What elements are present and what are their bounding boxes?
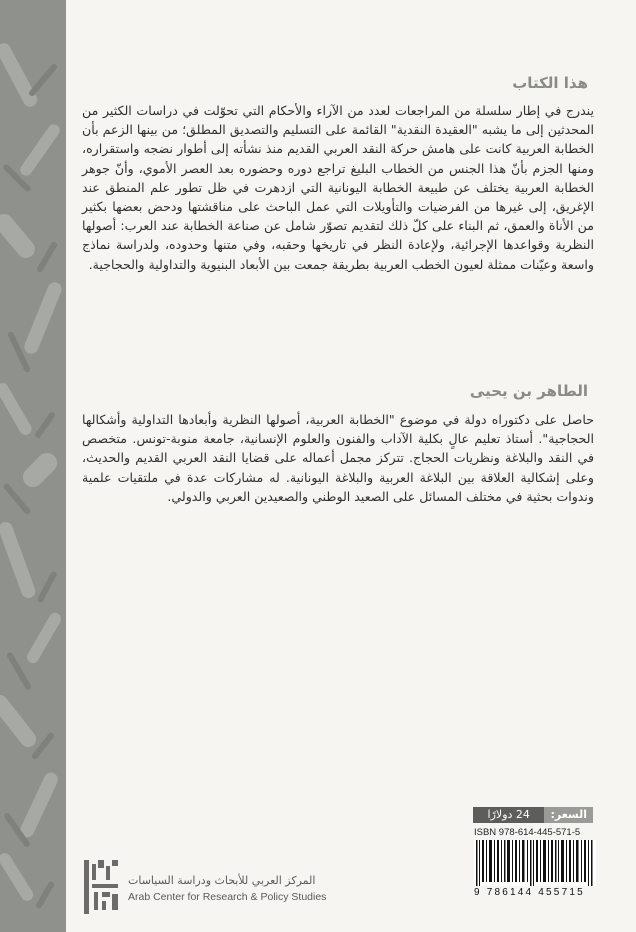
price-value: 24 دولارًا [473,807,544,823]
decorative-side-strip [0,0,66,932]
publisher-name-english: Arab Center for Research & Policy Studies [128,891,327,903]
publisher-name-arabic: المركز العربي للأبحاث ودراسة السياسات [128,874,316,887]
price-label: السعر: [544,807,593,823]
about-book-text: يندرج في إطار سلسلة من المراجعات لعدد من الآراء والأحكام التي تحوّلت في دراسات الكثير من المحدثين إلى ما يشبه "العقيدة النقدية" القائمة على التسليم والتصديق المطلق؛ من بينها الزعم بأن الخطابة العربية كانت على هامش حركة النقد العربي القديم منذ نشأته إلى أطوار نضجه واستقراره، ومنها الجزم بأنّ هذا الجنس من الخطاب البليغ تراجع دوره وحضوره بعد العصر الأموي، وأنّ جوهر الخطابة العربية يختلف عن طبيعة الخطابة اليونانية التي ازدهرت في ظل تطور علم المنطق عند الإغريق، إلى غيرها من الفرضيات والتأويلات التي عمل الباحث على مناقشتها ودحض بعضها بكثير من الأناة والعمق، ثم البناء على كلّ ذلك لتقديم تصوّر شامل عن صناعة الخطابة عند العرب: أصولها النظرية وقواعدها الإجرائية، ولإعادة النظر في تاريخها وحقبه، وفي متنها وحدوده، ولدراسة نماذج واسعة وعيّنات ممثلة لعيون الخطب العربية بطريقة جمعت بين الأبعاد البنيوية والتداولية والحجاجية. [82,103,594,272]
publisher-logo-icon [84,860,122,914]
price-box [473,807,593,823]
about-book-heading: هذا الكتاب [512,74,588,92]
calligraphy-pattern [0,0,66,932]
author-bio-text: حاصل على دكتوراه دولة في موضوع "الخطابة العربية، أصولها النظرية وأبعادها التداولية وأشكالها الحجاجية". أستاذ تعليم عالٍ بكلية الآداب والفنون والعلوم الإنسانية، جامعة منوبة-تونس. متخصص في النقد والبلاغة ونظريات الحجاج. تتركز مجمل أعماله على قضايا النقد العربي القديم والحديث، وعلى إشكالية العلاقة بين البلاغة العربية والبلاغة اليونانية. له مشاركات عدة في ملتقيات علمية وندوات بحثية في مختلف المسائل على الصعيد الوطني والصعيدين العربي والدولي. [82,412,594,504]
author-name-heading: الطاهر بن يحيى [469,382,588,400]
isbn-text: ISBN 978-614-445-571-5 [474,827,581,838]
barcode-graphic [474,840,596,886]
barcode-digits: 9 786144 455715 [474,887,585,898]
